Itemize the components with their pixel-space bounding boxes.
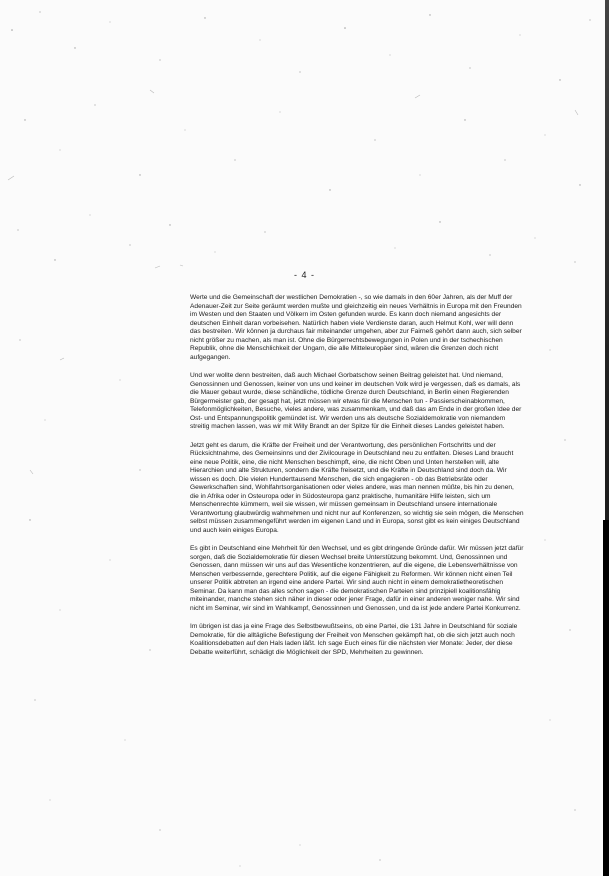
paragraph: Im übrigen ist das ja eine Frage des Selbstbewußtseins, ob eine Partei, die 131 Jahre in Deutschland für soziale Demokratie, für die alltägliche Befestigung der Freiheit von Menschen gekämpft hat, ob die sich jetzt auch noch Koalitionsdebatten auf den Hals laden läßt. Ich sage Euch eines für die nächsten vier Monate: Jeder, der diese Debatte weiterführt, schädigt die Möglichkeit der SPD, Mehrheiten zu gewinnen.: [190, 623, 518, 656]
document-body: [190, 294, 524, 667]
page-number: - 4 -: [293, 270, 315, 280]
paragraph: Werte und die Gemeinschaft der westlichen Demokratien -, so wie damals in den 60er Jahren, als der Muff der Adenauer-Zeit zur Seite geräumt werden mußte und gleichzeitig ein neues Verhältnis in Europa mit den Freunden im Westen und den Staaten und Völkern im Osten gefunden wurde. Es kann doch niemand angesichts der deutschen Einheit daran vorbeisehen. Natürlich haben viele Verdienste daran, auch Helmut Kohl, wer will denn das bestreiten. Wir können ja durchaus fair miteinander umgehen, aber zur Fairneß gehört dann auch, sich selber nicht größer zu machen, als man ist. Ohne die Bürgerrechtsbewegungen in Polen und in der tschechischen Republik, ohne die Menschlichkeit der Ungarn, die alle Mitteleuropäer sind, wären die Grenzen doch nicht aufgegangen.: [190, 294, 522, 361]
paragraph: Es gibt in Deutschland eine Mehrheit für den Wechsel, und es gibt dringende Gründe dafür. Wir müssen jetzt dafür sorgen, daß die Sozialdemokratie für diesen Wechsel breite Unterstützung bekommt. Und, Genossinnen und Genossen, dann müssen wir uns auf das Wesentliche konzentrieren, auf die eigene, die Lebensverhältnisse von Menschen verbessernde, gerechtere Politik, auf die eigene Fähigkeit zu Reformen. Wir können nicht einen Teil unserer Politik abtreten an irgend eine andere Partei. Wir sind auch nicht in einem demokratietheoretischen Seminar. Da kann man das alles schon sagen - die demokratischen Parteien sind prinzipiell koalitionsfähig miteinander, manche stehen sich näher in dieser oder jener Frage, dafür in einer anderen weniger nahe. Wir sind nicht im Seminar, wir sind im Wahlkampf, Genossinnen und Genossen, und da ist jede andere Partei Konkurrenz.: [190, 545, 524, 612]
paragraph: Und wer wollte denn bestreiten, daß auch Michael Gorbatschow seinen Beitrag geleistet hat. Und niemand, Genossinnen und Genossen, keiner von uns und keiner im deutschen Volk wird je vergessen, daß es damals, als die Mauer gebaut wurde, diese schändliche, tödliche Grenze durch Deutschland, in Berlin einen Regierenden Bürgermeister gab, der gesagt hat, jetzt müssen wir etwas für die Menschen tun - Passierscheinabkommen, Telefonmöglichkeiten, Besuche, vieles andere, was zusammenkam, und daß das am Ende in der großen Idee der Ost- und Entspannungspolitik gemündet ist. Wir werden uns als deutsche Sozialdemokratie von niemandem streitig machen lassen, was wir mit Willy Brandt an der Spitze für die Einheit dieses Landes geleistet haben.: [190, 372, 522, 430]
paragraph: Jetzt geht es darum, die Kräfte der Freiheit und der Verantwortung, des persönlichen Fortschritts und der Rücksichtnahme, des Gemeinsinns und der Zivilcourage in Deutschland neu zu entfalten. Dieses Land braucht eine neue Politik, eine, die nicht Menschen beschimpft, eine, die nicht Oben und Unten herstellen will, alte Hierarchien und alte Strukturen, sondern die Kräfte freisetzt, und die Kräfte in Deutschland sind doch da. Wir wissen es doch. Die vielen Hunderttausend Menschen, die sich engagieren - ob das Betriebsräte oder Gewerkschaften sind, Wohlfahrtsorganisationen oder vieles andere, was man nennen müßte, bis hin zu denen, die in Afrika oder in Osteuropa oder in Südosteuropa ganz praktische, humanitäre Hilfe leisten, sich um Menschenrechte kümmern, weil sie wissen, wir müssen gemeinsam in Deutschland unsere internationale Verantwortung glaubwürdig wahrnehmen und nicht nur auf Konferenzen, so wichtig sie sein mögen, die Menschen selbst müssen zusammengeführt werden im eigenen Land und in Europa, sonst gibt es kein einiges Deutschland und auch kein einiges Europa.: [190, 441, 524, 534]
scan-edge-dark: [603, 520, 609, 876]
